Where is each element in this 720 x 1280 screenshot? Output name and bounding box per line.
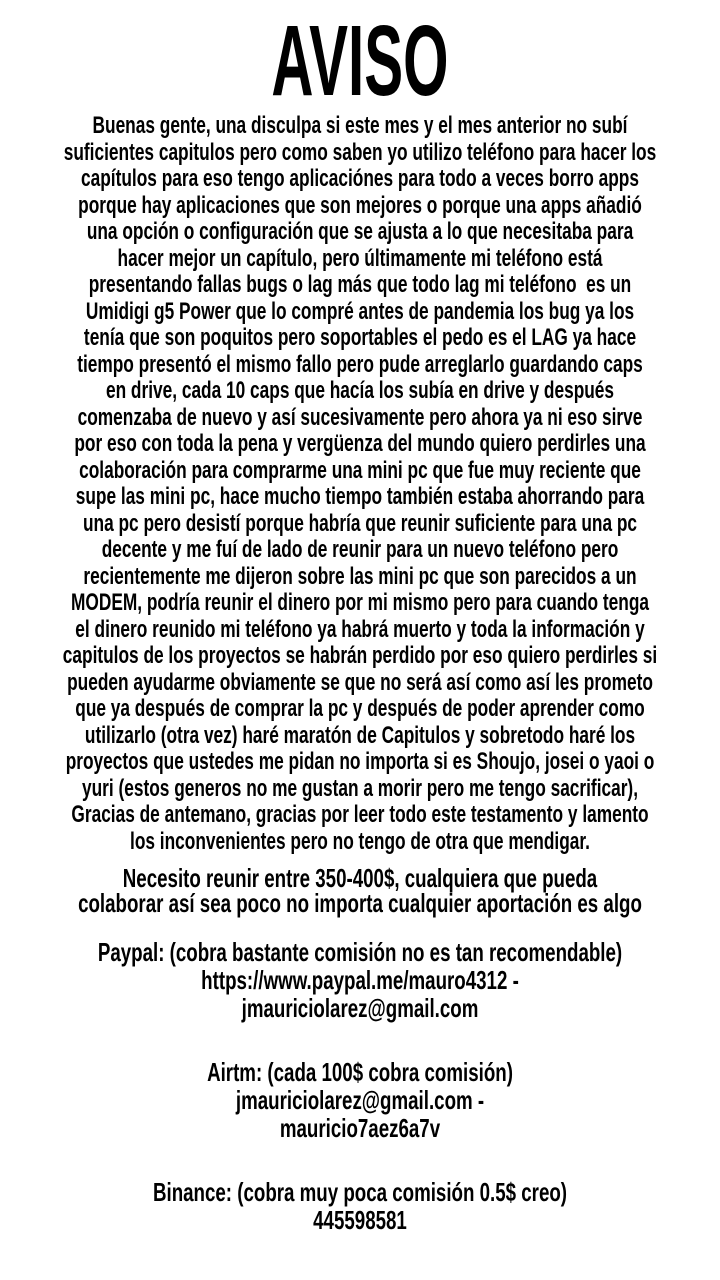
- airtm-email: jmauriciolarez@gmail.com -: [235, 1085, 485, 1115]
- body-line: presentando fallas bugs o lag más que todo lag mi teléfono es un: [88, 271, 632, 298]
- paypal-section: [0, 938, 720, 1022]
- body-line: Gracias de antemano, gracias por leer todo este testamento y lamento: [71, 801, 649, 828]
- airtm-header: Airtm: (cada 100$ cobra comisión): [207, 1057, 513, 1087]
- funding-line: Necesito reunir entre 350-400$, cualquiera que pueda: [122, 863, 598, 893]
- body-line: los inconvenientes pero no tengo de otra que mendigar.: [130, 827, 590, 855]
- page-title-text: AVISO: [271, 5, 449, 117]
- body-line: hacer mejor un capítulo, pero últimamente mi teléfono está: [117, 244, 603, 272]
- body-line: tiempo presentó el mismo fallo pero pude arreglarlo guardando caps: [77, 350, 643, 378]
- page-title: [0, 0, 720, 117]
- body-line: decente y me fuí de lado de reunir para un nuevo teléfono pero: [101, 536, 619, 563]
- body-line: Umidigi g5 Power que lo compré antes de pandemia los bug ya los: [85, 297, 635, 325]
- binance-section: [0, 1178, 720, 1234]
- body-line: recientemente me dijeron sobre las mini pc que son parecidos a un: [83, 562, 637, 590]
- body-line: yuri (estos generos no me gustan a morir pero me tengo sacrificar),: [82, 774, 638, 802]
- body-line: una opción o configuración que se ajusta a lo que necesitaba para: [86, 218, 634, 245]
- body-line: capítulos para eso tengo aplicaciónes para todo a veces borro apps: [81, 165, 639, 192]
- body-line: Buenas gente, una disculpa si este mes y el mes anterior no subí: [92, 112, 628, 139]
- airtm-username: mauricio7aez6a7v: [279, 1113, 441, 1143]
- funding-line: colaborar así sea poco no importa cualquier aportación es algo: [78, 888, 642, 918]
- funding-goal: [0, 863, 720, 918]
- body-line: colaboración para comprarme una mini pc que fue muy reciente que: [79, 456, 641, 484]
- body-line: que ya después de comprar la pc y después de poder aprender como: [75, 695, 645, 722]
- body-line: comenzaba de nuevo y así sucesivamente pero ahora ya ni eso sirve: [77, 403, 643, 431]
- airtm-section: [0, 1058, 720, 1142]
- body-line: una pc pero desistí porque habría que reunir suficiente para una pc: [82, 509, 638, 537]
- binance-id: 445598581: [313, 1205, 407, 1235]
- paypal-email: jmauriciolarez@gmail.com: [241, 993, 479, 1023]
- body-line: pueden ayudarme obviamente se que no será así como así les prometo: [67, 668, 653, 696]
- body-line: capitulos de los proyectos se habrán perdido por eso quiero perdirles si: [62, 642, 658, 669]
- body-line: MODEM, podría reunir el dinero por mi mismo pero para cuando tenga: [70, 589, 650, 616]
- paypal-url: https://www.paypal.me/mauro4312 -: [201, 965, 519, 995]
- notice-body: [0, 113, 720, 855]
- body-line: suficientes capitulos pero como saben yo utilizo teléfono para hacer los: [63, 138, 657, 166]
- body-line: porque hay aplicaciones que son mejores o porque una apps añadió: [78, 191, 642, 219]
- body-line: tenía que son poquitos pero soportables el pedo es el LAG ya hace: [83, 324, 637, 351]
- body-line: proyectos que ustedes me pidan no importa si es Shoujo, josei o yaoi o: [65, 748, 655, 775]
- binance-header: Binance: (cobra muy poca comisión 0.5$ creo): [152, 1177, 568, 1207]
- paypal-header: Paypal: (cobra bastante comisión no es tan recomendable): [97, 937, 623, 967]
- body-line: por eso con toda la pena y vergüenza del mundo quiero perdirles una: [74, 430, 646, 457]
- body-line: supe las mini pc, hace mucho tiempo también estaba ahorrando para: [75, 483, 645, 510]
- body-line: utilizarlo (otra vez) haré maratón de Capitulos y sobretodo haré los: [84, 721, 636, 749]
- body-line: el dinero reunido mi teléfono ya habrá muerto y toda la información y: [75, 615, 645, 643]
- body-line: en drive, cada 10 caps que hacía los subía en drive y después: [105, 377, 615, 404]
